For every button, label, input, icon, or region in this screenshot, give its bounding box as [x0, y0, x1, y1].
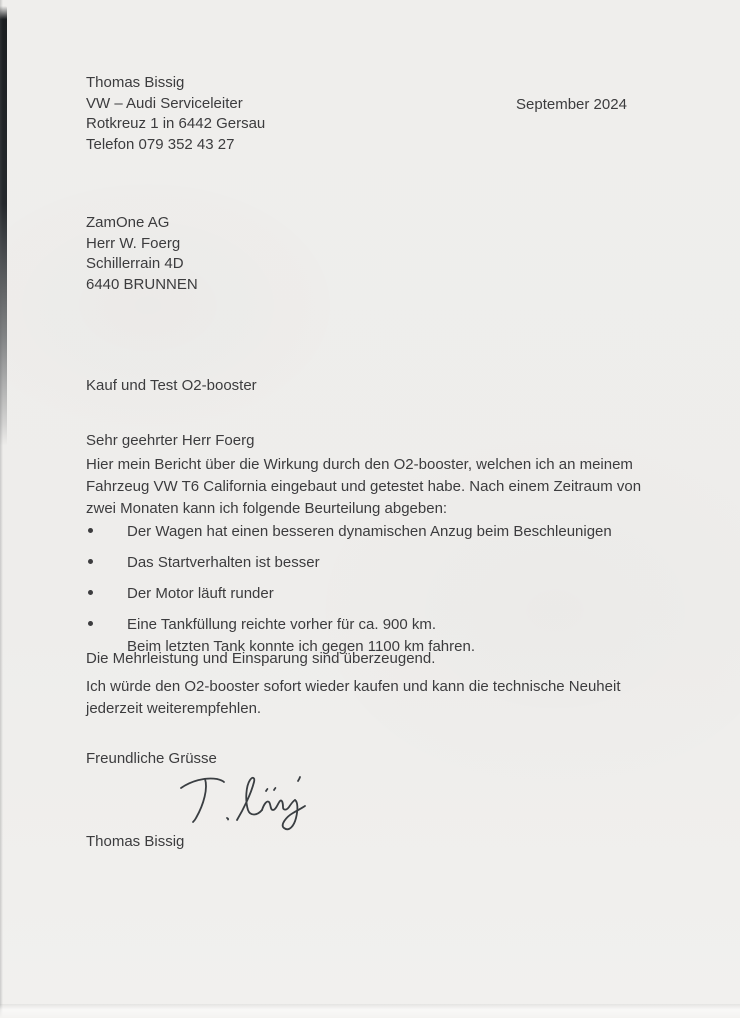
signature-handwriting	[165, 768, 345, 843]
sender-name: Thomas Bissig	[86, 74, 185, 91]
recipient-street: Schillerrain 4D	[86, 255, 184, 272]
recipient-block	[86, 213, 198, 295]
bullet-icon	[88, 559, 93, 564]
list-item	[86, 521, 666, 543]
paragraph-intro: Hier mein Bericht über die Wirkung durch den O2-booster, welchen ich an meinem Fahrzeug VW T6 California eingebaut und getestet habe. Nach einem Zeitraum von zwei Monaten kann ich folgende Beurteilung abgeben:	[86, 456, 642, 517]
bullet-icon	[88, 528, 93, 533]
bullet-icon	[88, 621, 93, 626]
recipient-contact: Herr W. Foerg	[86, 234, 181, 252]
sender-block	[86, 73, 265, 155]
list-item	[86, 552, 666, 574]
recipient-company: ZamOne AG	[86, 214, 170, 231]
sender-address: Rotkreuz 1 in 6442 Gersau	[86, 115, 266, 132]
list-item	[86, 583, 666, 605]
paper-bottom-edge	[0, 1004, 740, 1018]
salutation: Sehr geehrter Herr Foerg	[86, 432, 255, 449]
bullet-list	[86, 521, 666, 667]
sender-phone: Telefon 079 352 43 27	[86, 135, 235, 153]
bullet-text: Der Wagen hat einen besseren dynamischen Anzug beim Beschleunigen	[127, 523, 612, 540]
bullet-text: Das Startverhalten ist besser	[127, 554, 320, 571]
letter-date: September 2024	[516, 96, 627, 113]
bullet-text: Der Motor läuft runder	[127, 585, 274, 602]
bullet-icon	[88, 590, 93, 595]
paragraph-conclusion: Die Mehrleistung und Einsparung sind überzeugend.	[86, 650, 436, 667]
bullet-text-line1: Eine Tankfüllung reichte vorher für ca. 900 km.	[127, 616, 437, 633]
closing-salutation: Freundliche Grüsse	[86, 750, 217, 767]
bullet-text-line2: Beim letzten Tank konnte ich gegen 1100 km fahren.	[127, 638, 475, 655]
recipient-city: 6440 BRUNNEN	[86, 275, 198, 293]
signed-name: Thomas Bissig	[86, 833, 185, 850]
sender-title: VW – Audi Serviceleiter	[86, 94, 243, 112]
paper-left-edge	[0, 0, 3, 1018]
paragraph-recommendation: Ich würde den O2-booster sofort wieder kaufen und kann die technische Neuheit jederzeit weiterempfehlen.	[86, 678, 621, 717]
subject-line: Kauf und Test O2-booster	[86, 377, 257, 394]
